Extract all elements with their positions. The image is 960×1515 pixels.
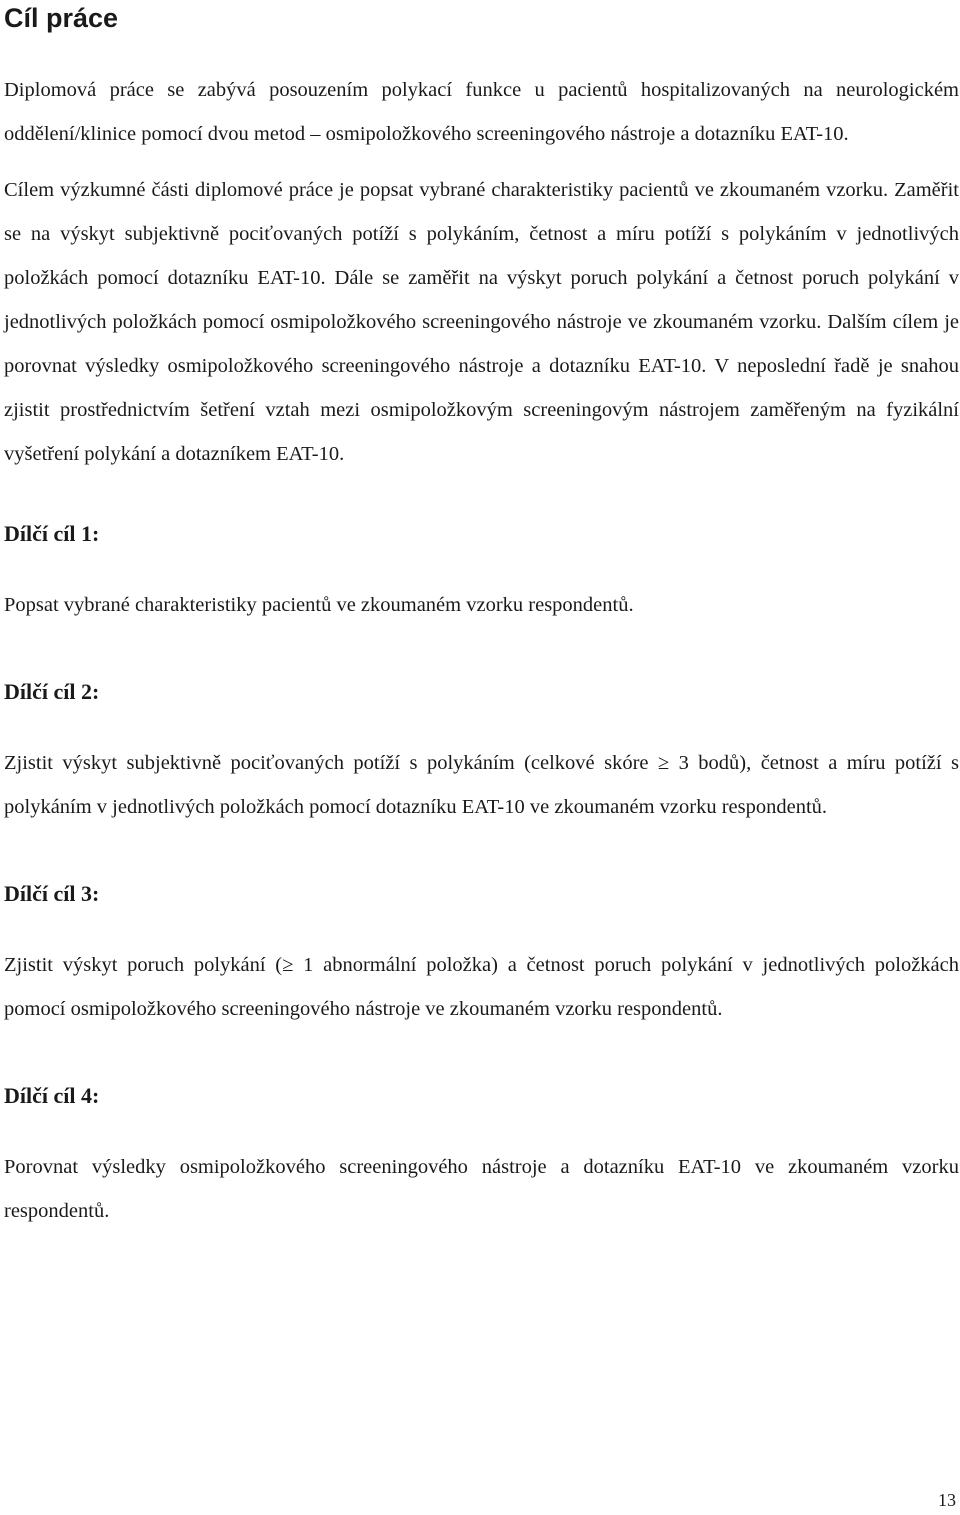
sub-goal-3-heading: Dílčí cíl 3: <box>4 881 100 906</box>
sub-goal-3-text: Zjistit výskyt poruch polykání (≥ 1 abnormální položka) a četnost poruch polykání v jednotlivých položkách pomocí osmipoložkového screeningového nástroje ve zkoumaném vzorku respondentů. <box>4 954 959 1020</box>
page-number: 13 <box>938 1490 956 1510</box>
sub-goal-4-heading: Dílčí cíl 4: <box>4 1083 100 1108</box>
intro-paragraph: Diplomová práce se zabývá posouzením polykací funkce u pacientů hospitalizovaných na neurologickém oddělení/klinice pomocí dvou metod – osmipoložkového screeningového nástroje a dotazníku EAT-10. <box>4 79 959 145</box>
sub-goal-1-heading: Dílčí cíl 1: <box>4 521 100 546</box>
sub-goal-1-text: Popsat vybrané charakteristiky pacientů ve zkoumaném vzorku respondentů. <box>4 594 634 616</box>
sub-goal-2-text: Zjistit výskyt subjektivně pociťovaných potíží s polykáním (celkové skóre ≥ 3 bodů), četnost a míru potíží s polykáním v jednotlivých položkách pomocí dotazníku EAT-10 ve zkoumaném vzorku respondentů. <box>4 752 959 818</box>
aim-paragraph: Cílem výzkumné části diplomové práce je popsat vybrané charakteristiky pacientů ve zkoumaném vzorku. Zaměřit se na výskyt subjektivně pociťovaných potíží s polykáním, četnost a míru potíží s polykáním v jednotlivých položkách pomocí dotazníku EAT-10. Dále se zaměřit na výskyt poruch polykání a četnost poruch polykání v jednotlivých položkách pomocí osmipoložkového screeningového nástroje ve zkoumaném vzorku. Dalším cílem je porovnat výsledky osmipoložkového screeningového nástroje a dotazníku EAT-10. V neposlední řadě je snahou zjistit prostřednictvím šetření vztah mezi osmipoložkovým screeningovým nástrojem zaměřeným na fyzikální vyšetření polykání a dotazníkem EAT-10. <box>4 179 959 465</box>
page-title: Cíl práce <box>4 3 119 33</box>
document-page <box>4 0 959 1233</box>
sub-goal-2-heading: Dílčí cíl 2: <box>4 679 100 704</box>
sub-goal-4-text: Porovnat výsledky osmipoložkového screeningového nástroje a dotazníku EAT-10 ve zkoumaném vzorku respondentů. <box>4 1156 959 1222</box>
